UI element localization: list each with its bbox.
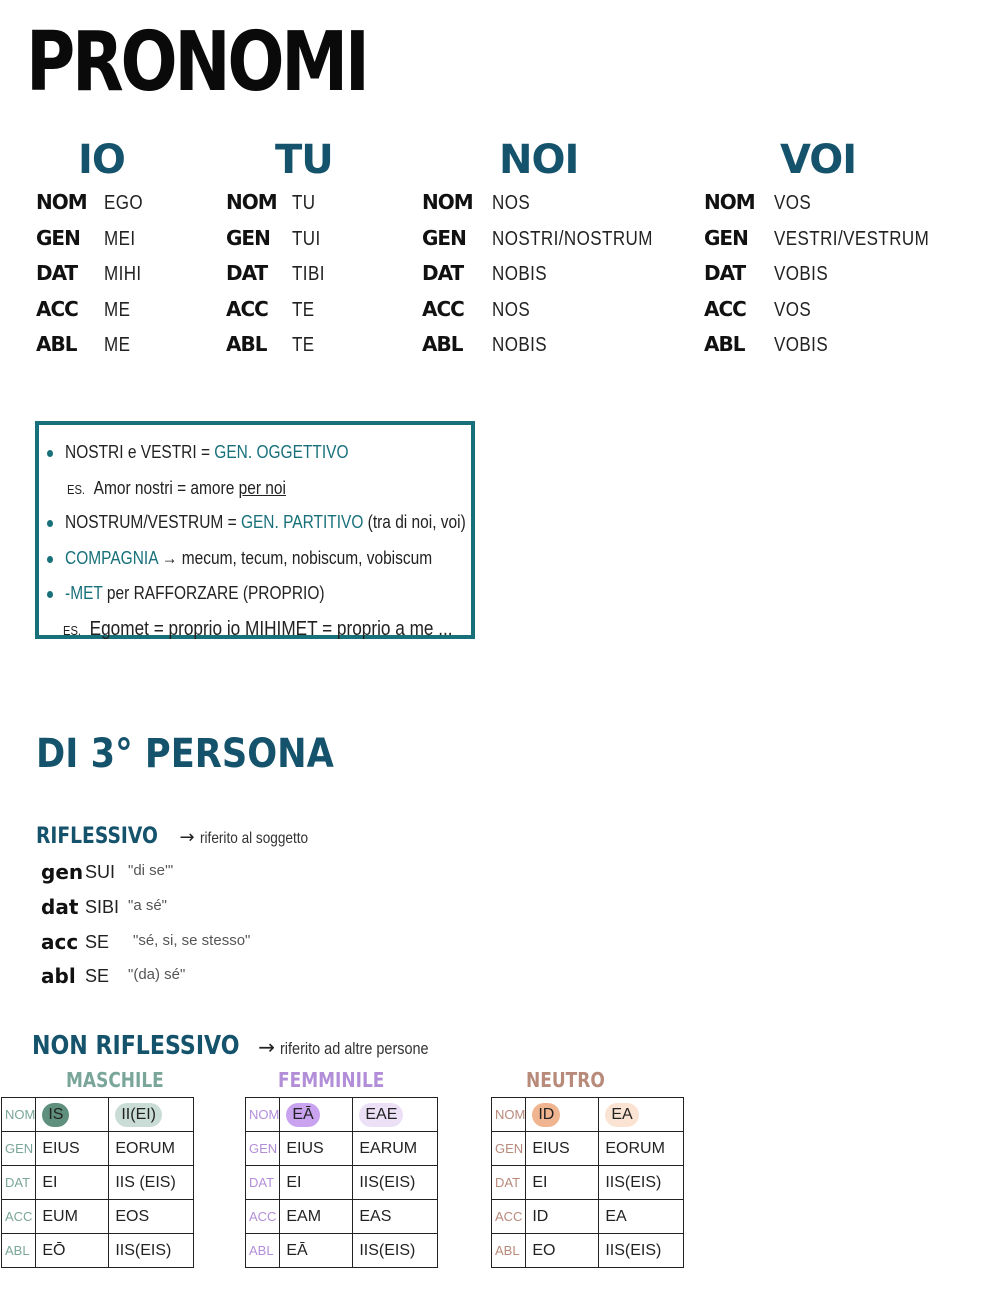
table-row xyxy=(246,1166,438,1200)
plural-cell: IIS(EIS) xyxy=(109,1234,194,1268)
reflexive-case: dat xyxy=(41,895,79,919)
table-row xyxy=(492,1200,684,1234)
case-label: GEN xyxy=(422,226,466,250)
pronoun-form: TUI xyxy=(292,228,321,250)
bullet-icon xyxy=(47,450,53,457)
note-genitive-partitive: NOSTRUM/VESTRUM = GEN. PARTITIVO (tra di noi, voi) xyxy=(47,513,466,531)
reflexive-form: SE xyxy=(85,932,110,952)
case-cell: ACC xyxy=(2,1200,36,1234)
case-label: ACC xyxy=(36,297,78,321)
declension-table-maschile xyxy=(1,1097,194,1268)
singular-cell: EI xyxy=(526,1166,599,1200)
table-row xyxy=(2,1098,194,1132)
case-cell: DAT xyxy=(492,1166,526,1200)
third-person-heading: DI 3° PERSONA xyxy=(36,731,334,777)
gender-label-maschile: MASCHILE xyxy=(66,1068,164,1092)
pronoun-form: MEI xyxy=(104,228,136,250)
singular-cell: ID xyxy=(526,1200,599,1234)
highlight-mark: EAE xyxy=(359,1103,403,1127)
pronoun-form: VESTRI/VESTRUM xyxy=(774,228,930,250)
highlight-mark: II(EI) xyxy=(115,1103,162,1127)
table-row xyxy=(246,1234,438,1268)
table-row xyxy=(2,1132,194,1166)
plural-cell: IIS(EIS) xyxy=(353,1234,438,1268)
arrow-icon: → xyxy=(179,827,195,848)
case-cell: DAT xyxy=(2,1166,36,1200)
reflexive-label: RIFLESSIVO xyxy=(36,824,158,849)
reflexive-label-row: RIFLESSIVO → riferito al soggetto xyxy=(36,824,308,849)
singular-cell xyxy=(280,1098,353,1132)
singular-cell xyxy=(36,1098,109,1132)
reflexive-meaning: "(da) sé" xyxy=(128,966,186,983)
case-label: NOM xyxy=(704,190,755,214)
highlight-mark: EA xyxy=(605,1103,638,1127)
arrow-icon: → xyxy=(258,1035,275,1059)
plural-cell: EORUM xyxy=(109,1132,194,1166)
gender-label-femminile: FEMMINILE xyxy=(278,1068,385,1092)
singular-cell: EI xyxy=(280,1166,353,1200)
note-genitive-objective: NOSTRI e VESTRI = GEN. OGGETTIVO xyxy=(47,443,348,461)
case-label: ABL xyxy=(422,332,463,356)
case-cell: NOM xyxy=(2,1098,36,1132)
case-cell: GEN xyxy=(246,1132,280,1166)
case-label: ACC xyxy=(226,297,268,321)
case-label: DAT xyxy=(422,261,464,285)
plural-cell: EARUM xyxy=(353,1132,438,1166)
case-label: ABL xyxy=(36,332,77,356)
bullet-icon xyxy=(47,520,53,527)
case-label: GEN xyxy=(226,226,270,250)
reflexive-form: SE xyxy=(85,966,110,986)
case-label: ABL xyxy=(704,332,745,356)
table-row xyxy=(2,1200,194,1234)
plural-cell: EAS xyxy=(353,1200,438,1234)
table-row xyxy=(246,1132,438,1166)
case-cell: ABL xyxy=(246,1234,280,1268)
table-row xyxy=(246,1200,438,1234)
case-label: NOM xyxy=(36,190,87,214)
singular-cell: EUM xyxy=(36,1200,109,1234)
column-heading-io: IO xyxy=(78,137,125,183)
plural-cell: EA xyxy=(599,1200,684,1234)
case-label: ABL xyxy=(226,332,267,356)
singular-cell xyxy=(526,1098,599,1132)
reflexive-form: SIBI xyxy=(85,897,120,917)
pronoun-form: ME xyxy=(104,299,131,321)
pronoun-form: TU xyxy=(292,192,316,214)
pronoun-form: NOBIS xyxy=(492,334,548,356)
case-label: GEN xyxy=(704,226,748,250)
case-cell: GEN xyxy=(2,1132,36,1166)
singular-cell: EĀ xyxy=(280,1234,353,1268)
pronoun-form: TE xyxy=(292,334,315,356)
table-row xyxy=(492,1132,684,1166)
highlight-mark: EĀ xyxy=(286,1103,319,1127)
declension-table-neutro xyxy=(491,1097,684,1268)
case-label: ACC xyxy=(422,297,464,321)
plural-cell: IIS(EIS) xyxy=(353,1166,438,1200)
reflexive-case: gen xyxy=(41,860,84,884)
note-example-2: ES. Egomet = proprio io MIHIMET = proprio a me ... xyxy=(63,618,453,640)
singular-cell: EŌ xyxy=(36,1234,109,1268)
page-title: PRONOMI xyxy=(26,15,367,110)
case-cell: ABL xyxy=(2,1234,36,1268)
singular-cell: EIUS xyxy=(36,1132,109,1166)
plural-cell: IIS (EIS) xyxy=(109,1166,194,1200)
singular-cell: EIUS xyxy=(526,1132,599,1166)
nonreflexive-label: NON RIFLESSIVO xyxy=(32,1031,240,1061)
table-row xyxy=(246,1098,438,1132)
pronoun-form: NOS xyxy=(492,192,531,214)
plural-cell xyxy=(109,1098,194,1132)
highlight-mark: ID xyxy=(532,1103,560,1127)
pronoun-form: VOS xyxy=(774,299,812,321)
case-label: NOM xyxy=(422,190,473,214)
case-cell: GEN xyxy=(492,1132,526,1166)
case-label: DAT xyxy=(704,261,746,285)
pronoun-form: ME xyxy=(104,334,131,356)
pronoun-form: NOBIS xyxy=(492,263,548,285)
reflexive-case: acc xyxy=(41,930,79,954)
notes-box xyxy=(35,421,475,639)
plural-cell xyxy=(353,1098,438,1132)
case-cell: ABL xyxy=(492,1234,526,1268)
table-row xyxy=(492,1098,684,1132)
case-label: ACC xyxy=(704,297,746,321)
case-cell: NOM xyxy=(492,1098,526,1132)
declension-table-femminile xyxy=(245,1097,438,1268)
pronoun-form: TE xyxy=(292,299,315,321)
case-label: GEN xyxy=(36,226,80,250)
pronoun-form: VOBIS xyxy=(774,263,829,285)
pronoun-form: VOS xyxy=(774,192,812,214)
plural-cell: EOS xyxy=(109,1200,194,1234)
nonreflexive-label-row: NON RIFLESSIVO → riferito ad altre persone xyxy=(32,1031,429,1061)
table-row xyxy=(2,1234,194,1268)
note-example-1: ES. Amor nostri = amore per noi xyxy=(67,478,286,498)
case-cell: DAT xyxy=(246,1166,280,1200)
plural-cell: IIS(EIS) xyxy=(599,1166,684,1200)
case-cell: ACC xyxy=(492,1200,526,1234)
reflexive-meaning: "sé, si, se stesso" xyxy=(133,932,251,949)
column-heading-noi: NOI xyxy=(499,137,579,183)
pronoun-form: TIBI xyxy=(292,263,325,285)
plural-cell xyxy=(599,1098,684,1132)
pronoun-form: VOBIS xyxy=(774,334,829,356)
pronoun-form: EGO xyxy=(104,192,144,214)
case-cell: NOM xyxy=(246,1098,280,1132)
note-met: -MET per RAFFORZARE (PROPRIO) xyxy=(47,584,325,602)
column-heading-tu: TU xyxy=(275,137,333,183)
highlight-mark: IS xyxy=(42,1103,69,1127)
note-compagnia: COMPAGNIA → mecum, tecum, nobiscum, vobiscum xyxy=(47,549,432,567)
reflexive-case: abl xyxy=(41,964,76,988)
plural-cell: IIS(EIS) xyxy=(599,1234,684,1268)
singular-cell: EO xyxy=(526,1234,599,1268)
case-label: DAT xyxy=(226,261,268,285)
case-label: NOM xyxy=(226,190,277,214)
case-label: DAT xyxy=(36,261,78,285)
table-row xyxy=(492,1234,684,1268)
plural-cell: EORUM xyxy=(599,1132,684,1166)
pronoun-form: NOS xyxy=(492,299,531,321)
bullet-icon xyxy=(47,556,53,563)
case-cell: ACC xyxy=(246,1200,280,1234)
reflexive-meaning: "di se'" xyxy=(128,862,174,879)
column-heading-voi: VOI xyxy=(780,137,857,183)
pronoun-form: MIHI xyxy=(104,263,142,285)
arrow-icon: → xyxy=(157,548,182,568)
pronoun-form: NOSTRI/NOSTRUM xyxy=(492,228,653,250)
bullet-icon xyxy=(47,591,53,598)
gender-label-neutro: NEUTRO xyxy=(526,1068,605,1092)
reflexive-form: SUI xyxy=(85,862,116,882)
singular-cell: EI xyxy=(36,1166,109,1200)
singular-cell: EIUS xyxy=(280,1132,353,1166)
table-row xyxy=(492,1166,684,1200)
table-row xyxy=(2,1166,194,1200)
singular-cell: EAM xyxy=(280,1200,353,1234)
reflexive-meaning: "a sé" xyxy=(128,897,168,914)
